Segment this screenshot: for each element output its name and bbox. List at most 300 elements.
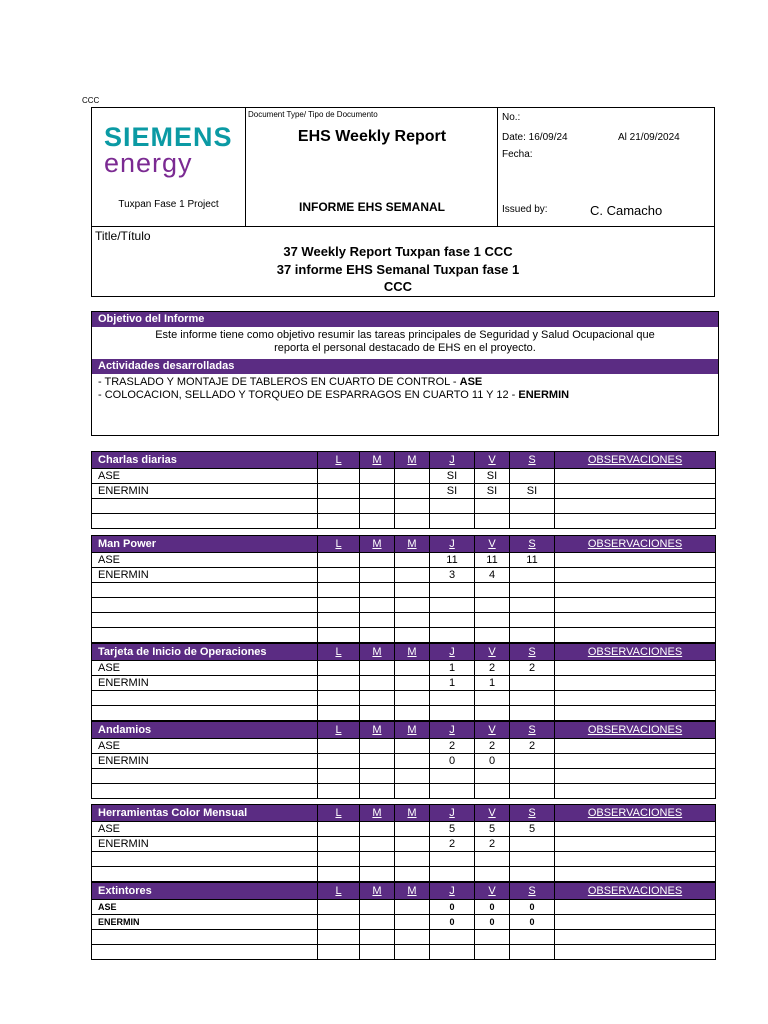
day-value-cell <box>475 499 510 514</box>
row-label: ENERMIN <box>92 754 318 769</box>
day-value-cell <box>510 945 555 960</box>
day-value-cell <box>395 706 430 721</box>
day-value-cell <box>395 484 430 499</box>
day-value-cell <box>475 691 510 706</box>
day-value-cell <box>318 822 360 837</box>
day-value-cell <box>510 676 555 691</box>
table-row <box>92 900 716 915</box>
day-header: J <box>430 452 475 469</box>
day-value-cell <box>395 553 430 568</box>
day-value-cell: SI <box>430 469 475 484</box>
day-header: L <box>318 644 360 661</box>
table-row <box>92 754 716 769</box>
table-title: Tarjeta de Inicio de Operaciones <box>92 644 318 661</box>
day-value-cell <box>318 867 360 882</box>
day-header: M <box>360 883 395 900</box>
observations-header: OBSERVACIONES <box>555 722 716 739</box>
day-header: V <box>475 722 510 739</box>
day-value-cell <box>475 784 510 799</box>
observations-cell <box>555 900 716 915</box>
day-value-cell <box>510 769 555 784</box>
day-value-cell: 5 <box>430 822 475 837</box>
observations-cell <box>555 852 716 867</box>
day-value-cell: 1 <box>430 676 475 691</box>
table-row <box>92 930 716 945</box>
day-value-cell <box>395 930 430 945</box>
day-value-cell <box>510 583 555 598</box>
objective-text <box>92 329 718 355</box>
day-value-cell <box>360 613 395 628</box>
day-value-cell <box>395 900 430 915</box>
day-value-cell: 0 <box>475 754 510 769</box>
corner-code: CCC <box>82 96 100 105</box>
tracking-table <box>91 721 716 799</box>
day-header: S <box>510 722 555 739</box>
day-value-cell <box>360 915 395 930</box>
day-value-cell <box>360 867 395 882</box>
day-value-cell <box>475 945 510 960</box>
day-value-cell <box>395 852 430 867</box>
day-value-cell <box>360 499 395 514</box>
day-value-cell <box>360 598 395 613</box>
day-value-cell: 4 <box>475 568 510 583</box>
day-value-cell <box>318 613 360 628</box>
row-label: ASE <box>92 553 318 568</box>
table-title: Man Power <box>92 536 318 553</box>
doc-type-label: Document Type/ Tipo de Documento <box>248 110 378 119</box>
day-header: L <box>318 722 360 739</box>
observations-cell <box>555 553 716 568</box>
row-label <box>92 945 318 960</box>
day-value-cell <box>430 691 475 706</box>
row-label: ENERMIN <box>92 484 318 499</box>
day-value-cell: 3 <box>430 568 475 583</box>
day-value-cell <box>395 499 430 514</box>
title-line: 37 informe EHS Semanal Tuxpan fase 1 <box>276 262 520 277</box>
day-value-cell <box>318 900 360 915</box>
day-value-cell: SI <box>475 469 510 484</box>
day-value-cell <box>318 553 360 568</box>
date-from: Date: 16/09/24 <box>502 132 568 143</box>
day-value-cell <box>430 769 475 784</box>
day-value-cell <box>475 852 510 867</box>
day-value-cell <box>475 583 510 598</box>
day-value-cell <box>360 661 395 676</box>
observations-cell <box>555 583 716 598</box>
activity-company: ASE <box>459 376 483 388</box>
day-value-cell <box>360 822 395 837</box>
activity-text: - TRASLADO Y MONTAJE DE TABLEROS EN CUARTO DE CONTROL - <box>98 376 460 388</box>
tracking-table <box>91 451 716 529</box>
tracking-table <box>91 643 716 721</box>
day-value-cell: 0 <box>510 900 555 915</box>
objective-section <box>91 311 719 436</box>
day-value-cell <box>430 852 475 867</box>
observations-cell <box>555 945 716 960</box>
day-value-cell <box>510 613 555 628</box>
row-label <box>92 583 318 598</box>
issuer-name: C. Camacho <box>590 203 663 218</box>
day-header: M <box>360 452 395 469</box>
day-value-cell <box>318 514 360 529</box>
table-row <box>92 676 716 691</box>
day-value-cell <box>510 784 555 799</box>
day-header: V <box>475 452 510 469</box>
observations-cell <box>555 706 716 721</box>
day-value-cell <box>360 852 395 867</box>
day-value-cell: 2 <box>430 837 475 852</box>
objective-text-line: reporta el personal destacado de EHS en el proyecto. <box>274 342 536 354</box>
date-to: Al 21/09/2024 <box>618 132 680 143</box>
day-value-cell <box>510 867 555 882</box>
day-value-cell: 2 <box>475 837 510 852</box>
day-value-cell <box>430 514 475 529</box>
row-label <box>92 691 318 706</box>
table-row <box>92 784 716 799</box>
row-label <box>92 867 318 882</box>
table-row <box>92 769 716 784</box>
day-header: M <box>395 452 430 469</box>
day-value-cell <box>318 706 360 721</box>
day-value-cell <box>395 568 430 583</box>
day-value-cell <box>360 484 395 499</box>
day-header: M <box>360 536 395 553</box>
day-value-cell <box>395 945 430 960</box>
day-value-cell <box>360 739 395 754</box>
day-value-cell <box>510 691 555 706</box>
day-header: V <box>475 883 510 900</box>
day-header: M <box>360 644 395 661</box>
day-header: V <box>475 644 510 661</box>
day-value-cell <box>318 837 360 852</box>
header-divider <box>497 108 498 226</box>
tracking-table <box>91 804 716 882</box>
row-label <box>92 706 318 721</box>
row-label: ASE <box>92 739 318 754</box>
issued-by-label: Issued by: <box>502 204 548 215</box>
table-title: Herramientas Color Mensual <box>92 805 318 822</box>
day-value-cell <box>475 514 510 529</box>
observations-cell <box>555 514 716 529</box>
day-value-cell <box>510 598 555 613</box>
document-header <box>91 107 715 297</box>
day-value-cell <box>395 784 430 799</box>
day-value-cell: 0 <box>475 915 510 930</box>
day-header: S <box>510 644 555 661</box>
day-value-cell: 5 <box>510 822 555 837</box>
table-header-row <box>92 722 716 739</box>
day-value-cell <box>395 613 430 628</box>
report-subtitle: INFORME EHS SEMANAL <box>298 200 445 214</box>
day-value-cell <box>360 837 395 852</box>
table-header-row <box>92 644 716 661</box>
day-value-cell <box>430 598 475 613</box>
day-value-cell <box>318 784 360 799</box>
row-label <box>92 930 318 945</box>
day-value-cell <box>510 754 555 769</box>
table-row <box>92 469 716 484</box>
project-name: Tuxpan Fase 1 Project <box>118 199 219 210</box>
day-value-cell <box>510 469 555 484</box>
day-value-cell <box>318 499 360 514</box>
day-value-cell <box>318 568 360 583</box>
day-value-cell <box>318 598 360 613</box>
day-value-cell <box>510 499 555 514</box>
day-value-cell <box>430 945 475 960</box>
day-value-cell <box>360 706 395 721</box>
day-value-cell <box>395 598 430 613</box>
day-value-cell <box>475 613 510 628</box>
observations-cell <box>555 628 716 643</box>
row-label: ASE <box>92 900 318 915</box>
day-header: S <box>510 805 555 822</box>
row-label: ENERMIN <box>92 676 318 691</box>
observations-cell <box>555 915 716 930</box>
day-value-cell: 11 <box>430 553 475 568</box>
observations-cell <box>555 837 716 852</box>
logo-line-siemens: SIEMENS <box>104 122 233 152</box>
table-row <box>92 867 716 882</box>
siemens-energy-logo <box>104 122 234 178</box>
day-value-cell <box>510 852 555 867</box>
logo-line-energy: energy <box>104 148 193 178</box>
day-value-cell: 2 <box>475 661 510 676</box>
day-header: J <box>430 805 475 822</box>
row-label: ASE <box>92 469 318 484</box>
day-value-cell <box>510 706 555 721</box>
observations-cell <box>555 754 716 769</box>
day-value-cell <box>360 469 395 484</box>
row-label <box>92 514 318 529</box>
day-value-cell: 11 <box>475 553 510 568</box>
day-value-cell <box>360 553 395 568</box>
day-value-cell <box>395 867 430 882</box>
day-value-cell <box>360 676 395 691</box>
observations-header: OBSERVACIONES <box>555 536 716 553</box>
day-value-cell: 1 <box>430 661 475 676</box>
tracking-table <box>91 535 716 643</box>
day-value-cell <box>430 613 475 628</box>
observations-cell <box>555 769 716 784</box>
day-value-cell <box>360 691 395 706</box>
table-row <box>92 514 716 529</box>
day-value-cell <box>510 628 555 643</box>
row-label <box>92 852 318 867</box>
title-line: CCC <box>383 279 413 294</box>
day-value-cell <box>360 900 395 915</box>
row-label <box>92 628 318 643</box>
table-row <box>92 484 716 499</box>
day-value-cell <box>360 930 395 945</box>
activity-company: ENERMIN <box>518 389 570 401</box>
activity-item <box>98 376 482 389</box>
row-label <box>92 499 318 514</box>
day-header: L <box>318 805 360 822</box>
day-header: M <box>395 883 430 900</box>
day-value-cell: 0 <box>430 900 475 915</box>
day-header: J <box>430 536 475 553</box>
day-value-cell <box>430 867 475 882</box>
day-value-cell <box>430 499 475 514</box>
day-value-cell: 0 <box>475 900 510 915</box>
day-value-cell <box>430 628 475 643</box>
row-label: ASE <box>92 661 318 676</box>
day-value-cell <box>318 661 360 676</box>
day-value-cell: 0 <box>430 915 475 930</box>
day-header: V <box>475 805 510 822</box>
day-value-cell <box>395 739 430 754</box>
observations-header: OBSERVACIONES <box>555 644 716 661</box>
row-label <box>92 598 318 613</box>
day-value-cell: SI <box>475 484 510 499</box>
table-header-row <box>92 536 716 553</box>
day-value-cell <box>510 514 555 529</box>
day-header: J <box>430 644 475 661</box>
row-label <box>92 784 318 799</box>
tracking-table <box>91 882 716 960</box>
day-value-cell <box>395 469 430 484</box>
day-value-cell <box>318 628 360 643</box>
day-value-cell <box>395 837 430 852</box>
day-header: L <box>318 883 360 900</box>
number-label: No.: <box>502 112 521 123</box>
observations-cell <box>555 867 716 882</box>
table-row <box>92 661 716 676</box>
observations-header: OBSERVACIONES <box>555 452 716 469</box>
table-header-row <box>92 883 716 900</box>
day-value-cell <box>318 469 360 484</box>
day-header: M <box>395 722 430 739</box>
day-value-cell <box>430 706 475 721</box>
day-value-cell <box>395 676 430 691</box>
day-value-cell <box>395 691 430 706</box>
day-value-cell: 2 <box>430 739 475 754</box>
row-label <box>92 769 318 784</box>
table-row <box>92 568 716 583</box>
day-value-cell <box>395 822 430 837</box>
day-value-cell <box>475 769 510 784</box>
day-value-cell <box>318 583 360 598</box>
day-header: S <box>510 883 555 900</box>
day-value-cell <box>318 945 360 960</box>
day-value-cell: 2 <box>475 739 510 754</box>
day-value-cell <box>318 754 360 769</box>
row-label: ENERMIN <box>92 837 318 852</box>
day-header: V <box>475 536 510 553</box>
day-value-cell: 0 <box>430 754 475 769</box>
day-value-cell <box>395 769 430 784</box>
table-row <box>92 837 716 852</box>
table-row <box>92 822 716 837</box>
table-row <box>92 691 716 706</box>
day-value-cell <box>475 598 510 613</box>
day-value-cell <box>430 784 475 799</box>
day-value-cell <box>360 769 395 784</box>
day-value-cell <box>318 691 360 706</box>
activities-heading: Actividades desarrolladas <box>92 359 718 374</box>
observations-cell <box>555 784 716 799</box>
observations-cell <box>555 568 716 583</box>
day-header: M <box>395 536 430 553</box>
table-row <box>92 583 716 598</box>
day-value-cell <box>395 754 430 769</box>
day-value-cell <box>395 661 430 676</box>
day-value-cell <box>360 583 395 598</box>
objective-text-line: Este informe tiene como objetivo resumir las tareas principales de Seguridad y Salud Ocupacional que <box>155 329 655 341</box>
day-value-cell <box>430 583 475 598</box>
table-title: Andamios <box>92 722 318 739</box>
table-row <box>92 598 716 613</box>
fecha-label: Fecha: <box>502 149 533 160</box>
observations-cell <box>555 613 716 628</box>
day-value-cell <box>475 628 510 643</box>
observations-cell <box>555 676 716 691</box>
day-value-cell <box>318 739 360 754</box>
day-value-cell <box>430 930 475 945</box>
day-value-cell <box>360 784 395 799</box>
day-header: S <box>510 452 555 469</box>
table-title: Extintores <box>92 883 318 900</box>
day-header: J <box>430 722 475 739</box>
table-row <box>92 915 716 930</box>
observations-cell <box>555 469 716 484</box>
header-divider <box>245 108 246 226</box>
table-row <box>92 739 716 754</box>
table-row <box>92 553 716 568</box>
day-value-cell <box>475 930 510 945</box>
day-value-cell: 5 <box>475 822 510 837</box>
table-header-row <box>92 452 716 469</box>
day-header: L <box>318 452 360 469</box>
day-value-cell <box>318 676 360 691</box>
day-header: M <box>360 722 395 739</box>
observations-cell <box>555 930 716 945</box>
observations-header: OBSERVACIONES <box>555 883 716 900</box>
row-label: ENERMIN <box>92 568 318 583</box>
observations-cell <box>555 691 716 706</box>
observations-cell <box>555 484 716 499</box>
observations-cell <box>555 598 716 613</box>
day-value-cell <box>360 568 395 583</box>
day-value-cell <box>318 930 360 945</box>
day-value-cell <box>318 915 360 930</box>
day-value-cell <box>510 568 555 583</box>
table-row <box>92 945 716 960</box>
day-value-cell <box>510 837 555 852</box>
table-title: Charlas diarias <box>92 452 318 469</box>
day-value-cell <box>318 852 360 867</box>
day-header: M <box>395 644 430 661</box>
title-line: 37 Weekly Report Tuxpan fase 1 CCC <box>283 244 513 259</box>
title-label: Title/Título <box>95 229 151 243</box>
objective-heading: Objetivo del Informe <box>92 312 718 327</box>
day-value-cell <box>360 945 395 960</box>
table-row <box>92 852 716 867</box>
day-value-cell <box>318 769 360 784</box>
row-label: ENERMIN <box>92 915 318 930</box>
day-value-cell: 0 <box>510 915 555 930</box>
day-value-cell <box>395 628 430 643</box>
row-label: ASE <box>92 822 318 837</box>
day-value-cell <box>318 484 360 499</box>
observations-cell <box>555 661 716 676</box>
row-label <box>92 613 318 628</box>
report-title: EHS Weekly Report <box>297 128 447 145</box>
day-value-cell: SI <box>430 484 475 499</box>
day-header: L <box>318 536 360 553</box>
day-header: S <box>510 536 555 553</box>
day-value-cell <box>395 583 430 598</box>
